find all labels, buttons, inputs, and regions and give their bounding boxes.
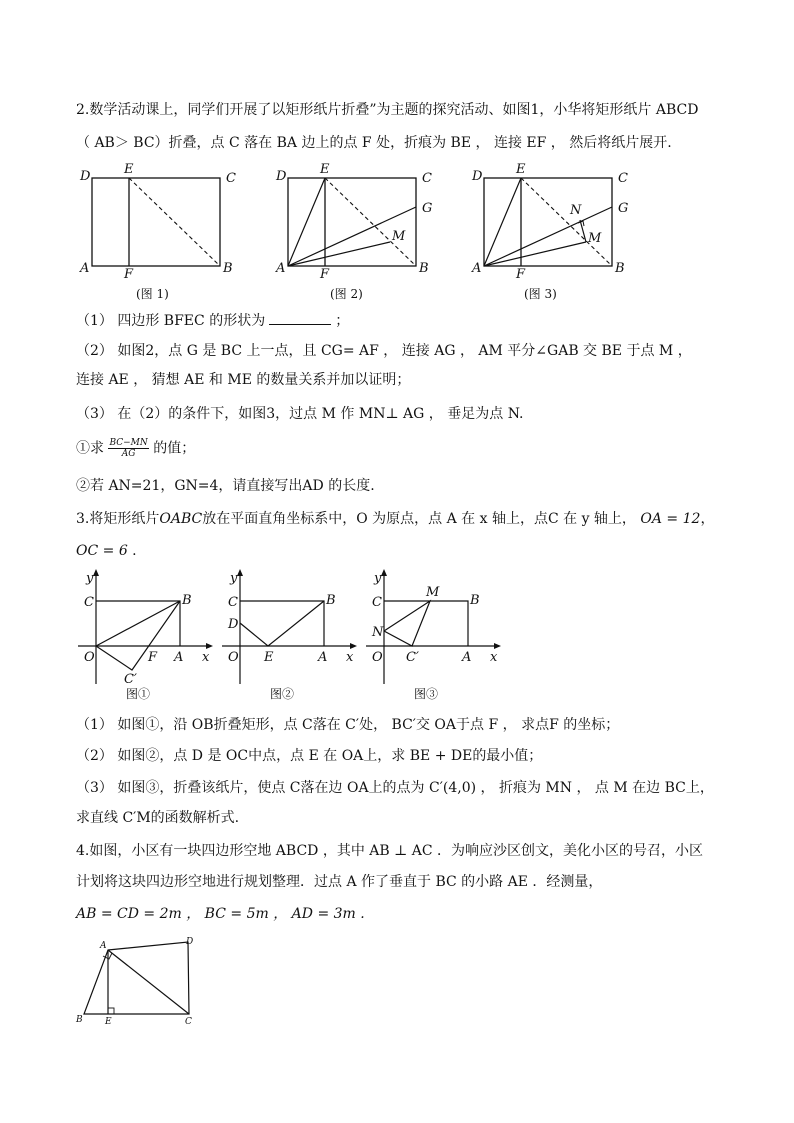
q2-figure-3 (468, 160, 648, 305)
figure-label: M (426, 585, 440, 600)
figure-label: C (185, 1017, 192, 1027)
figure-label: D (228, 617, 239, 632)
label-F: F (516, 267, 526, 282)
figure-label: C (372, 595, 382, 610)
q3-part3-line1: （3） 如图③，折叠该纸片，使点 C落在边 OA上的点为 C′(4,0) ， 折痕为 MN ， 点 M 在边 BC上， (76, 780, 714, 796)
q2-part1: （1） 四边形 BFEC 的形状为 ； (76, 310, 349, 331)
q2-intro-line2: （ AB＞ BC）折叠，点 C 落在 BA 边上的点 F 处，折痕为 BE ， 连接 EF ， 然后将纸片展开. (76, 135, 672, 151)
figure-label: B (470, 593, 480, 608)
q3-part2: （2） 如图②，点 D 是 OC中点，点 E 在 OA上，求 BE + DE的最小值； (76, 748, 543, 764)
figure-label: N (372, 625, 384, 640)
figure-label: A (174, 650, 184, 665)
figure-label: C′ (124, 672, 137, 687)
caption-fig-a: 图① (126, 687, 151, 701)
figure-label: C (84, 595, 94, 610)
label-F: F (320, 267, 330, 282)
q2-figure-1 (76, 160, 256, 305)
answer-blank (269, 310, 331, 325)
caption-fig3: (图 3) (524, 287, 557, 301)
label-E: E (516, 162, 526, 177)
figure-label: C (228, 595, 238, 610)
caption-fig-c: 图③ (414, 687, 439, 701)
q2-intro-line1: 2.数学活动课上，同学们开展了以矩形纸片折叠”为主题的探究活动、如图1，小华将矩形纸片 ABCD (76, 102, 699, 118)
figure-label: A (462, 650, 472, 665)
figure-label: A (100, 941, 107, 951)
label-M: M (588, 231, 602, 246)
label-E: E (320, 162, 330, 177)
figure-label: D (186, 937, 194, 947)
q2-part3: （3） 在（2）的条件下，如图3，过点 M 作 MN⊥ AG ， 垂足为点 N. (76, 406, 524, 422)
figure-label: y (86, 571, 94, 586)
label-C: C (226, 171, 236, 186)
label-B: B (419, 261, 429, 276)
label-G: G (422, 201, 433, 216)
q2-sub2: ②若 AN=21，GN=4，请直接写出AD 的长度. (76, 478, 375, 494)
figure-label: E (105, 1017, 112, 1027)
q2-figure-2 (272, 160, 452, 305)
figure-label: x (202, 650, 210, 665)
q3-figure-2 (218, 566, 358, 706)
label-E: E (124, 162, 134, 177)
q3-intro-line2: OC = 6 . (76, 543, 137, 559)
figure-label: x (346, 650, 354, 665)
figure-label: B (76, 1015, 83, 1025)
figure-label: y (374, 571, 382, 586)
figure-label: C′ (406, 650, 419, 665)
q3-figure-1 (74, 566, 214, 706)
fraction: $\frac{BC-MN}{AG}$ (109, 438, 148, 459)
label-F: F (124, 267, 134, 282)
figure-label: B (326, 593, 336, 608)
label-A: A (276, 261, 286, 276)
figure-label: B (182, 593, 192, 608)
q4-line3: AB = CD = 2m ， BC = 5m ， AD = 3m . (76, 906, 365, 922)
q4-figure (72, 932, 202, 1032)
figure-label: O (228, 650, 239, 665)
q3-intro-line1: 3.将矩形纸片OABC放在平面直角坐标系中，O 为原点，点 A 在 x 轴上，点C 在 y 轴上， OA = 12， (76, 511, 715, 527)
figure-label: y (230, 571, 238, 586)
q3-part3-line2: 求直线 C′M的函数解析式. (76, 810, 240, 826)
q3-figure-3 (362, 566, 502, 706)
caption-fig1: (图 1) (136, 287, 169, 301)
caption-fig-b: 图② (270, 687, 295, 701)
label-B: B (223, 261, 233, 276)
caption-fig2: (图 2) (330, 287, 363, 301)
q2-part1-text: （1） 四边形 BFEC 的形状为 (76, 313, 266, 329)
q3-part1: （1） 如图①，沿 OB折叠矩形，点 C落在 C′处， BC′交 OA于点 F ， 求点F 的坐标； (76, 717, 620, 733)
label-D: D (472, 169, 483, 184)
q2-sub1: ①求 $\frac{BC-MN}{AG}$ 的值； (76, 438, 196, 459)
figure-label: E (264, 650, 274, 665)
figure-label: A (318, 650, 328, 665)
label-A: A (80, 261, 90, 276)
label-A: A (472, 261, 482, 276)
label-C: C (618, 171, 628, 186)
label-D: D (276, 169, 287, 184)
figure-label: O (84, 650, 95, 665)
label-N: N (570, 203, 582, 218)
label-M: M (392, 229, 406, 244)
figure-label: F (148, 650, 158, 665)
figure-label: O (372, 650, 383, 665)
label-B: B (615, 261, 625, 276)
q4-line1: 4.如图，小区有一块四边形空地 ABCD ，其中 AB ⊥ AC ．为响应沙区创文，美化小区的号召，小区 (76, 843, 704, 859)
label-G: G (618, 201, 629, 216)
q2-part2-line1: （2） 如图2，点 G 是 BC 上一点，且 CG= AF ， 连接 AG ， AM 平分∠GAB 交 BE 于点 M ， (76, 343, 692, 359)
label-C: C (422, 171, 432, 186)
label-D: D (80, 169, 91, 184)
q2-part2-line2: 连接 AE ， 猜想 AE 和 ME 的数量关系并加以证明； (76, 372, 411, 388)
figure-label: x (490, 650, 498, 665)
q4-line2: 计划将这块四边形空地进行规划整理．过点 A 作了垂直于 BC 的小路 AE ．经测量， (76, 874, 603, 890)
